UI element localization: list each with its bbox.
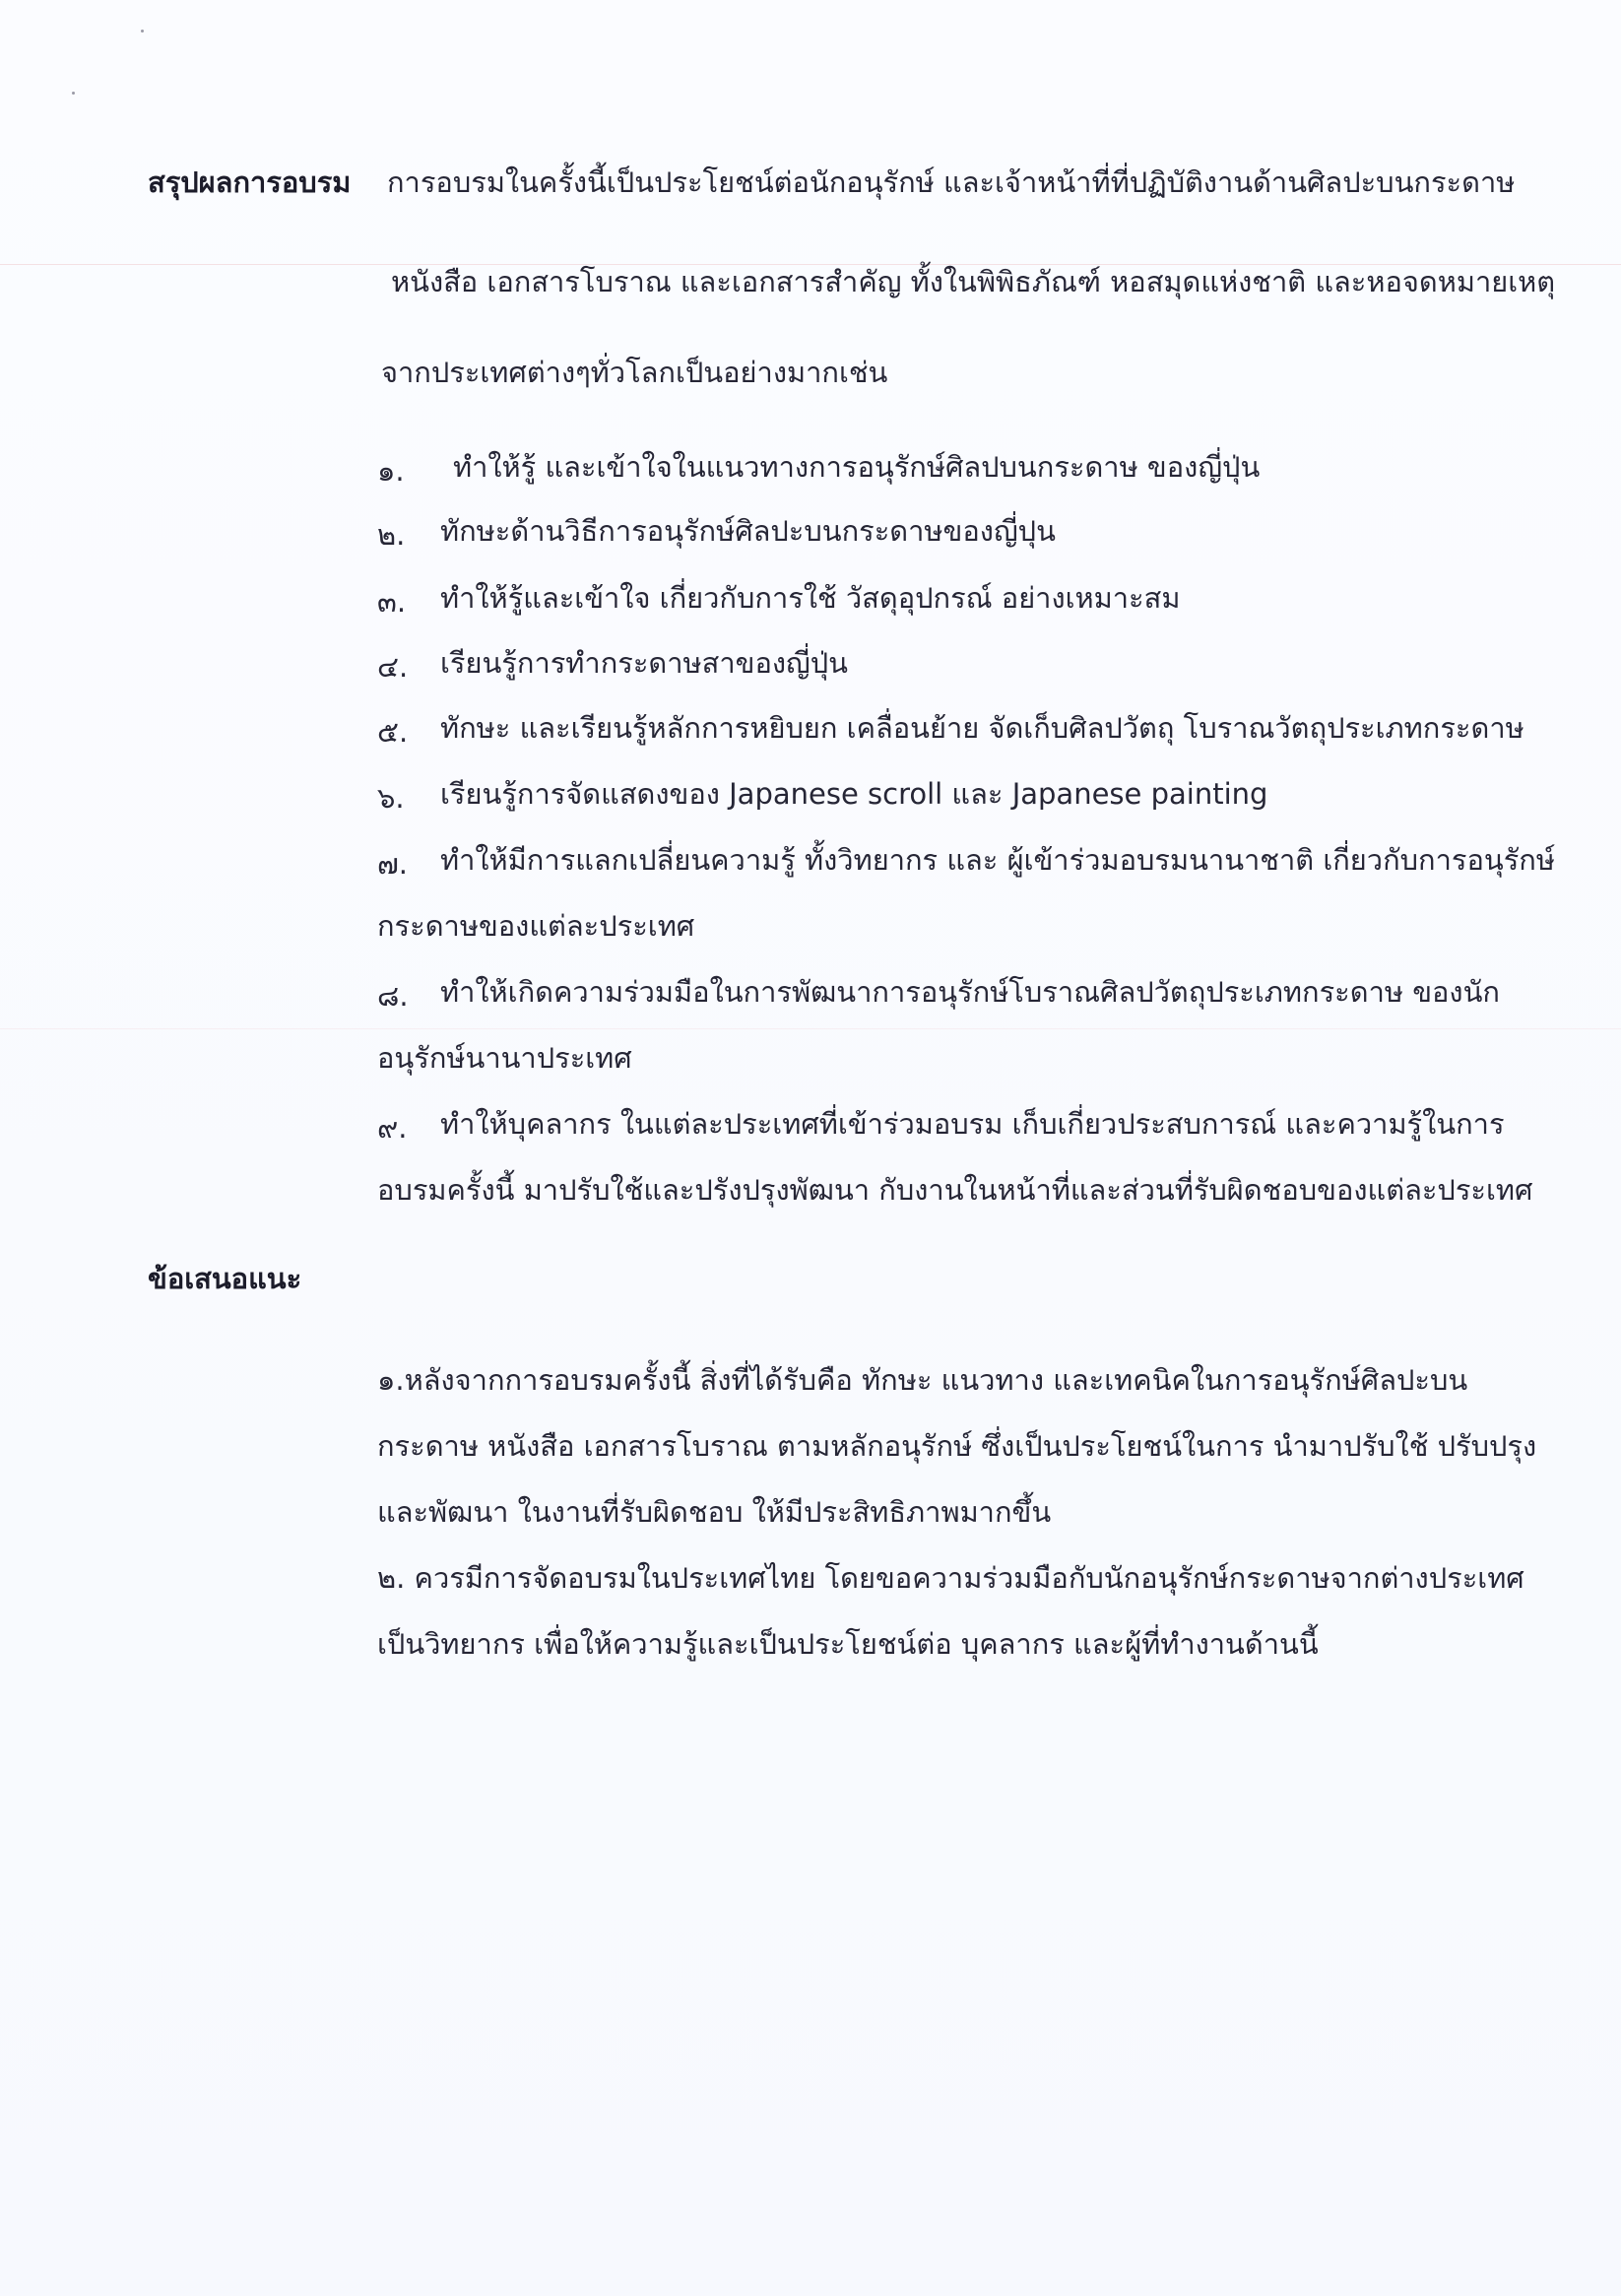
list-item-text: เรียนรู้การทำกระดาษสาของญี่ปุ่น	[440, 646, 848, 680]
list-item-number: ๔.	[377, 650, 409, 684]
list-item-text: ทำให้บุคลากร ในแต่ละประเทศที่เข้าร่วมอบรม เก็บเกี่ยวประสบการณ์ และความรู้ในการ	[440, 1107, 1505, 1141]
list-item-text: ทำให้รู้ และเข้าใจในแนวทางการอนุรักษ์ศิลปบนกระดาษ ของญี่ปุ่น	[453, 450, 1261, 484]
list-item-number: ๒.	[377, 518, 406, 552]
list-item-text: ทักษะ และเรียนรู้หลักการหยิบยก เคลื่อนย้าย จัดเก็บศิลปวัตถุ โบราณวัตถุประเภทกระดาษ	[440, 711, 1524, 745]
list-item-number: ๗.	[377, 847, 409, 881]
recommendation-line: กระดาษ หนังสือ เอกสารโบราณ ตามหลักอนุรักษ์ ซึ่งเป็นประโยชน์ในการ นำมาปรับใช้ ปรับปรุง	[377, 1429, 1537, 1463]
recommendation-line: และพัฒนา ในงานที่รับผิดชอบ ให้มีประสิทธิภาพมากขึ้น	[377, 1495, 1052, 1529]
scan-speck	[72, 92, 75, 95]
list-item-continuation: อนุรักษ์นานาประเทศ	[377, 1041, 632, 1075]
list-item-text: ทำให้รู้และเข้าใจ เกี่ยวกับการใช้ วัสดุอุปกรณ์ อย่างเหมาะสม	[440, 581, 1181, 615]
scan-speck	[141, 30, 144, 33]
summary-intro-line: จากประเทศต่างๆทั่วโลกเป็นอย่างมากเช่น	[381, 356, 888, 389]
list-item-text: ทำให้มีการแลกเปลี่ยนความรู้ ทั้งวิทยากร และ ผู้เข้าร่วมอบรมนานาชาติ เกี่ยวกับการอนุรักษ์	[440, 843, 1555, 877]
list-item-continuation: อบรมครั้งนี้ มาปรับใช้และปรังปรุงพัฒนา กับงานในหน้าที่และส่วนที่รับผิดชอบของแต่ละประเทศ	[377, 1173, 1533, 1207]
scan-artifact-line	[0, 1028, 1621, 1029]
list-item-number: ๕.	[377, 715, 409, 749]
list-item-text: ทักษะด้านวิธีการอนุรักษ์ศิลปะบนกระดาษของญี่ปุน	[440, 514, 1056, 548]
recommendation-line: เป็นวิทยากร เพื่อให้ความรู้และเป็นประโยชน์ต่อ บุคลากร และผู้ที่ทำงานด้านนี้	[377, 1627, 1319, 1661]
list-item-text: ทำให้เกิดความร่วมมือในการพัฒนาการอนุรักษ์โบราณศิลปวัตถุประเภทกระดาษ ของนัก	[440, 975, 1500, 1009]
list-item-continuation: กระดาษของแต่ละประเทศ	[377, 909, 695, 943]
recommendation-line: ๒. ควรมีการจัดอบรมในประเทศไทย โดยขอความร่วมมือกับนักอนุรักษ์กระดาษจากต่างประเทศ	[377, 1561, 1524, 1595]
summary-heading: สรุปผลการอบรม	[148, 165, 352, 199]
summary-intro-line: หนังสือ เอกสารโบราณ และเอกสารสำคัญ ทั้งในพิพิธภัณฑ์ หอสมุดแห่งชาติ และหอจดหมายเหตุ	[391, 265, 1556, 298]
list-item-number: ๖.	[377, 781, 405, 815]
recommendations-heading: ข้อเสนอแนะ	[148, 1262, 302, 1295]
list-item-number: ๑.	[377, 454, 405, 488]
summary-intro-line: การอบรมในครั้งนี้เป็นประโยชน์ต่อนักอนุรักษ์ และเจ้าหน้าที่ที่ปฏิบัติงานด้านศิลปะบนกระดาษ	[387, 165, 1516, 199]
recommendation-line: ๑.หลังจากการอบรมครั้งนี้ สิ่งที่ได้รับคือ ทักษะ แนวทาง และเทคนิคในการอนุรักษ์ศิลปะบน	[377, 1363, 1468, 1397]
list-item-number: ๙.	[377, 1111, 408, 1145]
list-item-text: เรียนรู้การจัดแสดงของ Japanese scroll และ Japanese painting	[440, 777, 1268, 811]
list-item-number: ๘.	[377, 979, 409, 1013]
list-item-number: ๓.	[377, 585, 407, 619]
